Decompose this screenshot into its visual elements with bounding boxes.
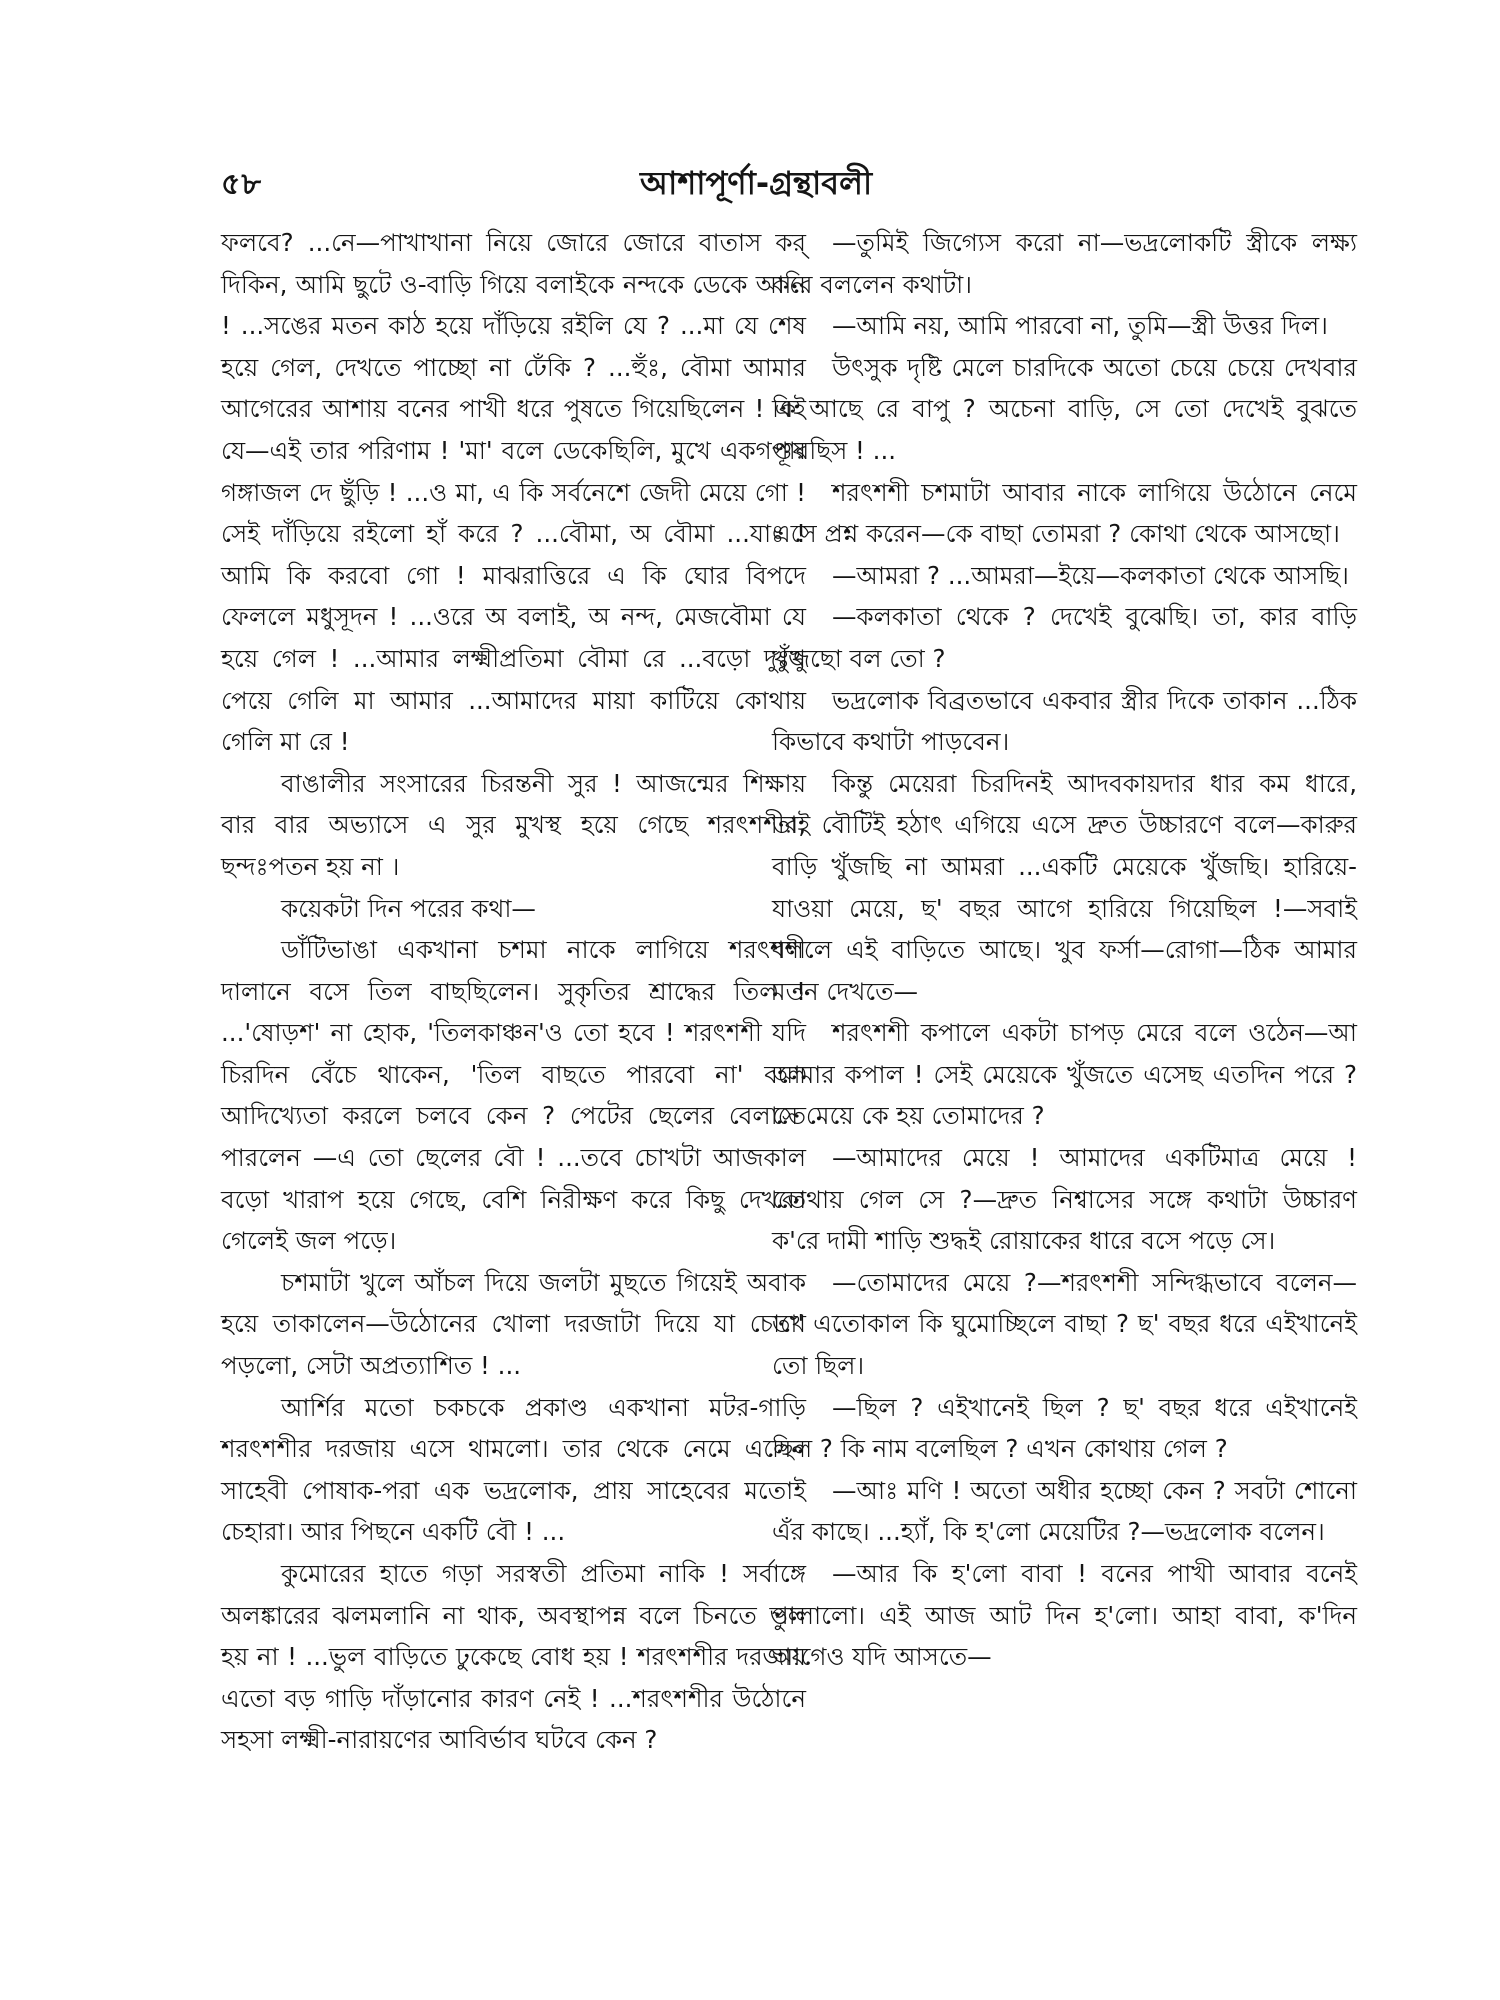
paragraph: —আমাদের মেয়ে ! আমাদের একটিমাত্র মেয়ে ! কোথায় গেল সে ?—দ্রুত নিশ্বাসের সঙ্গে কথাটা উচ্চারণ ক'রে দামী শাড়ি শুদ্ধই রোয়াকের ধারে বসে পড়ে সে।	[772, 1143, 1357, 1256]
paragraph: কিন্তু মেয়েরা চিরদিনই আদবকায়দার ধার কম ধারে, তাই বৌটিই হঠাৎ এগিয়ে এসে দ্রুত উচ্চারণে বলে—কারুর বাড়ি খুঁজছি না আমরা ...একটি মেয়েকে খুঁজছি। হারিয়ে-যাওয়া মেয়ে, ছ' বছর আগে হারিয়ে গিয়েছিল !—সবাই বললে এই বাড়িতে আছে। খুব ফর্সা—রোগা—ঠিক আমার মতন দেখতে—	[772, 768, 1357, 1006]
paragraph: ভদ্রলোক বিব্রতভাবে একবার স্ত্রীর দিকে তাকান ...ঠিক কিভাবে কথাটা পাড়বেন।	[772, 685, 1357, 757]
paragraph: শরৎশশী চশমাটা আবার নাকে লাগিয়ে উঠোনে নেমে এসে প্রশ্ন করেন—কে বাছা তোমরা ? কোথা থেকে আসছো।	[772, 477, 1357, 549]
paragraph: আর্শির মতো চকচকে প্রকাণ্ড একখানা মটর-গাড়ি শরৎশশীর দরজায় এসে থামলো। তার থেকে নেমে এলেন সাহেবী পোষাক-পরা এক ভদ্রলোক, প্রায় সাহেবের মতোই চেহারা। আর পিছনে একটি বৌ ! ...	[221, 1392, 806, 1547]
paragraph: —আঃ মণি ! অতো অধীর হচ্ছো কেন ? সবটা শোনো এঁর কাছে। ...হ্যাঁ, কি হ'লো মেয়েটির ?—ভদ্রলোক বলেন।	[772, 1475, 1357, 1547]
running-title: আশাপূর্ণা-গ্রন্থাবলী	[640, 164, 873, 202]
right-column	[772, 222, 1357, 1678]
paragraph: —আমরা ? ...আমরা—ইয়ে—কলকাতা থেকে আসছি।	[832, 560, 1349, 590]
paragraph: ডাঁটিভাঙা একখানা চশমা নাকে লাগিয়ে শরৎশশী দালানে বসে তিল বাছছিলেন। সুকৃতির শ্রাদ্ধের তিল ! ...'ষোড়শ' না হোক, 'তিলকাঞ্চন'ও তো হবে ! শরৎশশী যদি চিরদিন বেঁচে থাকেন, 'তিল বাছতে পারবো না' বলে আদিখ্যেতা করলে চলবে কেন ? পেটের ছেলের বেলাতে পারলেন —এ তো ছেলের বৌ ! ...তবে চোখটা আজকাল বড়ো খারাপ হয়ে গেছে, বেশি নিরীক্ষণ করে কিছু দেখতে গেলেই জল পড়ে।	[221, 935, 806, 1256]
paragraph: —আর কি হ'লো বাবা ! বনের পাখী আবার বনেই পালালো। এই আজ আট দিন হ'লো। আহা বাবা, ক'দিন আগেও যদি আসতে—	[772, 1559, 1357, 1672]
paragraph: —তুমিই জিগ্যেস করো না—ভদ্রলোকটি স্ত্রীকে লক্ষ্য করে বললেন কথাটা।	[772, 228, 1357, 299]
paragraph: উৎসুক দৃষ্টি মেলে চারদিকে অতো চেয়ে চেয়ে দেখবার কি আছে রে বাপু ? অচেনা বাড়ি, সে তো দেখেই বুঝতে পারছিস ! ...	[772, 352, 1357, 465]
paragraph: কুমোরের হাতে গড়া সরস্বতী প্রতিমা নাকি ! সর্বাঙ্গে অলঙ্কারের ঝলমলানি না থাক, অবস্থাপন্ন বলে চিনতে ভুল হয় না ! ...ভুল বাড়িতে ঢুকেছে বোধ হয় ! শরৎশশীর দরজায় এতো বড় গাড়ি দাঁড়ানোর কারণ নেই ! ...শরৎশশীর উঠোনে সহসা লক্ষ্মী-নারায়ণের আবির্ভাব ঘটবে কেন ?	[221, 1559, 806, 1755]
paragraph: ফলবে? ...নে—পাখাখানা নিয়ে জোরে জোরে বাতাস কর্ দিকিন, আমি ছুটে ও-বাড়ি গিয়ে বলাইকে নন্দকে ডেকে আনি ! ...সঙের মতন কাঠ হয়ে দাঁড়িয়ে রইলি যে ? ...মা যে শেষ হয়ে গেল, দেখতে পাচ্ছো না ঢেঁকি ? ...হুঁঃ, বৌমা আমার আগেরের আশায় বনের পাখী ধরে পুষতে গিয়েছিলেন ! এই যে—এই তার পরিণাম ! 'মা' বলে ডেকেছিলি, মুখে একগণ্ডূষ গঙ্গাজল দে ছুঁড়ি ! ...ও মা, এ কি সর্বনেশে জেদী মেয়ে গো ! সেই দাঁড়িয়ে রইলো হাঁ করে ? ...বৌমা, অ বৌমা ...যাঃ ! আমি কি করবো গো ! মাঝরাত্তিরে এ কি ঘোর বিপদে ফেললে মধুসূদন ! ...ওরে অ বলাই, অ নন্দ, মেজবৌমা যে হয়ে গেল ! ...আমার লক্ষ্মীপ্রতিমা বৌমা রে ...বড়ো দুঃখু পেয়ে গেলি মা আমার ...আমাদের মায়া কাটিয়ে কোথায় গেলি মা রে !	[221, 228, 806, 757]
paragraph: বাঙালীর সংসারের চিরন্তনী সুর ! আজন্মের শিক্ষায় বার বার অভ্যাসে এ সুর মুখস্থ হয়ে গেছে শরৎশশীর, ছন্দঃপতন হয় না ।	[221, 768, 806, 881]
paragraph: কয়েকটা দিন পরের কথা—	[281, 893, 536, 923]
left-column	[221, 222, 806, 1761]
paragraph: চশমাটা খুলে আঁচল দিয়ে জলটা মুছতে গিয়েই অবাক হয়ে তাকালেন—উঠোনের খোলা দরজাটা দিয়ে যা চোখে পড়লো, সেটা অপ্রত্যাশিত ! ...	[221, 1267, 806, 1381]
paragraph: —কলকাতা থেকে ? দেখেই বুঝেছি। তা, কার বাড়ি খুঁজছো বল তো ?	[772, 602, 1357, 673]
page-number: ৫৮	[221, 167, 262, 202]
paragraph: —ছিল ? এইখানেই ছিল ? ছ' বছর ধরে এইখানেই ছিল ? কি নাম বলেছিল ? এখন কোথায় গেল ?	[772, 1392, 1357, 1464]
paragraph: —আমি নয়, আমি পারবো না, তুমি—স্ত্রী উত্তর দিল।	[832, 311, 1328, 341]
paragraph: —তোমাদের মেয়ে ?—শরৎশশী সন্দিগ্ধভাবে বলেন—তা' এতোকাল কি ঘুমোচ্ছিলে বাছা ? ছ' বছর ধরে এইখানেই তো ছিল।	[772, 1267, 1357, 1381]
paragraph: শরৎশশী কপালে একটা চাপড় মেরে বলে ওঠেন—আ আমার কপাল ! সেই মেয়েকে খুঁজতে এসেছ এতদিন পরে ? সে মেয়ে কে হয় তোমাদের ?	[772, 1018, 1357, 1131]
